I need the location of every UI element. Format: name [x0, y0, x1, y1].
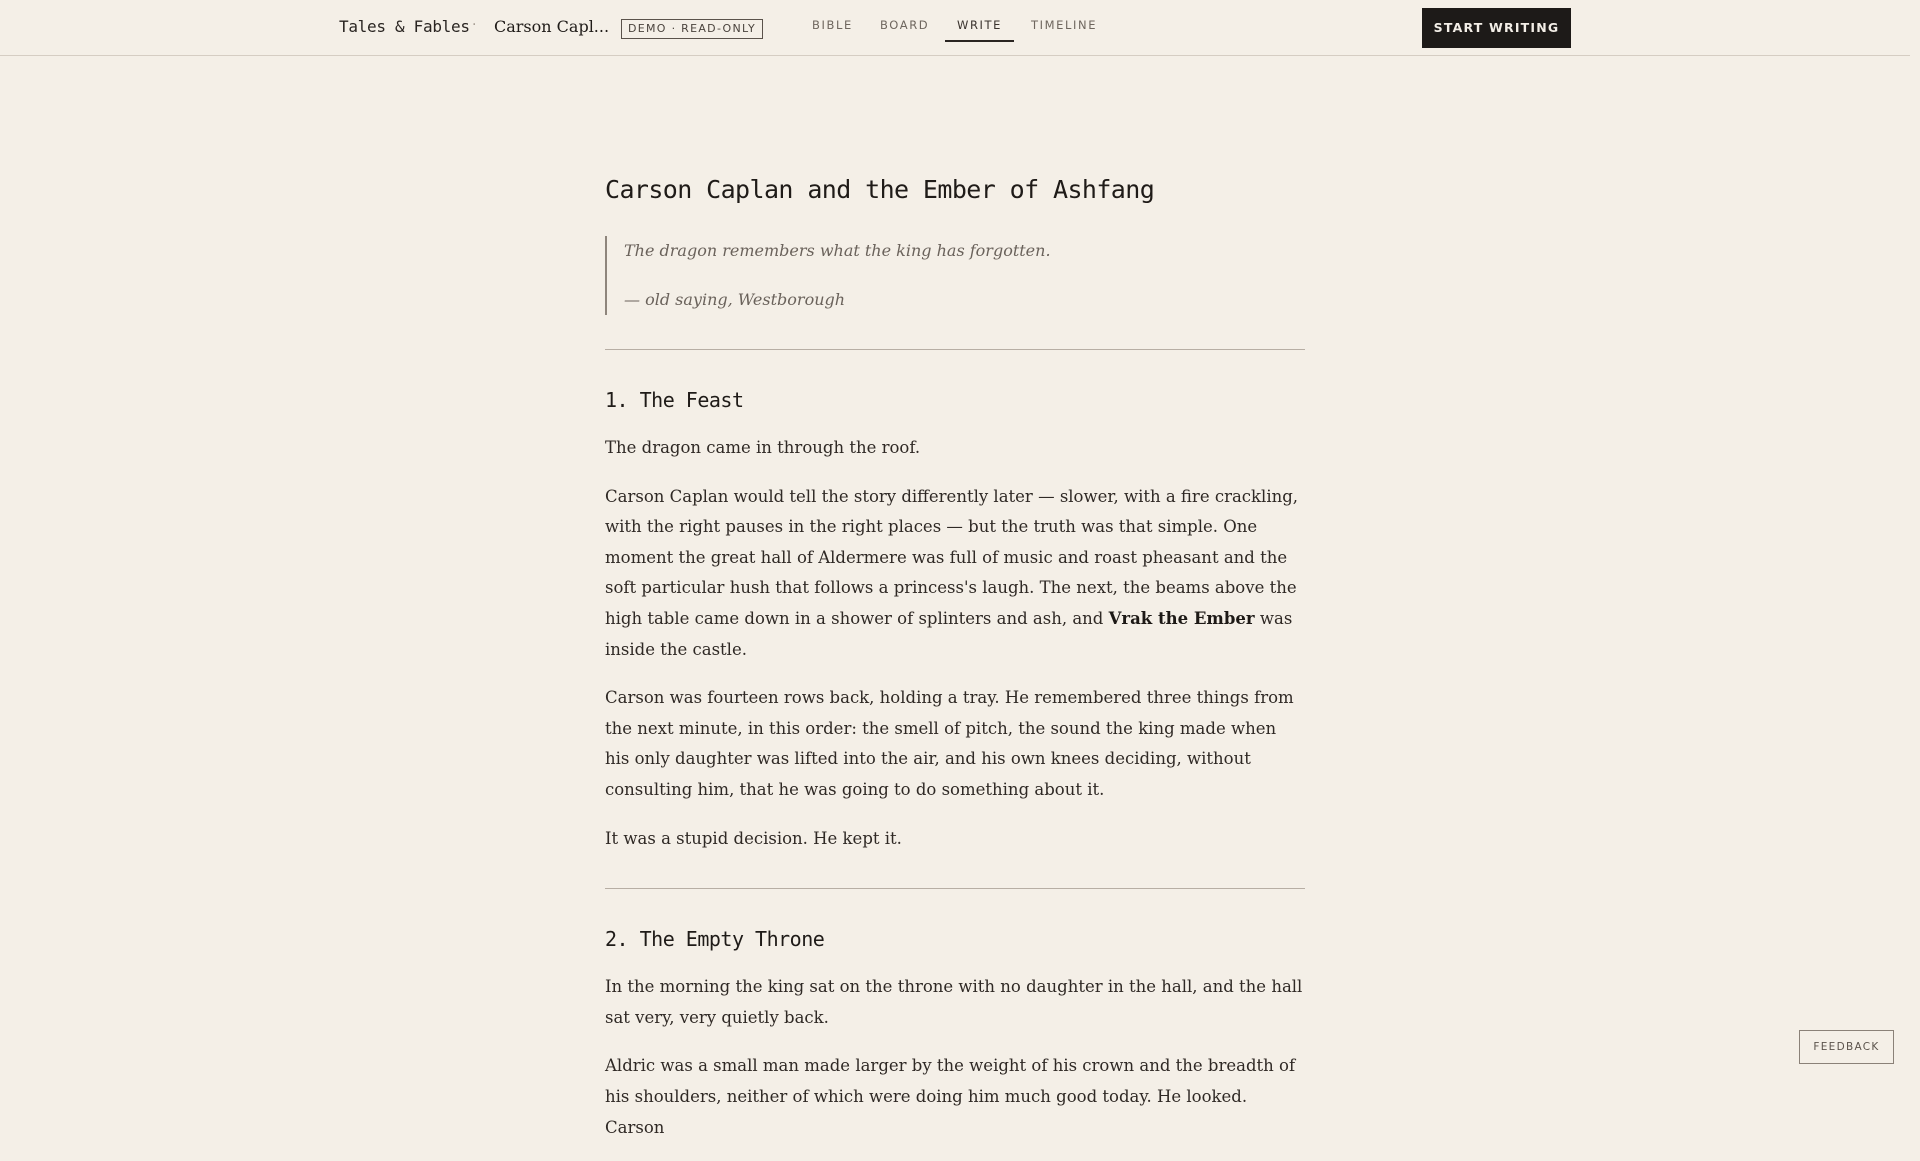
- paragraph: The dragon came in through the roof.: [605, 438, 921, 457]
- tab-bible[interactable]: BIBLE: [812, 18, 853, 32]
- epigraph: [605, 236, 1305, 315]
- paragraph: [605, 482, 1305, 666]
- paragraph: In the morning the king sat on the throne with no daughter in the hall, and the hall sat very, very quietly back.: [605, 977, 1303, 1027]
- document-title: Carson Caplan and the Ember of Ashfang: [605, 175, 1155, 204]
- demo-read-only-badge: DEMO · READ-ONLY: [621, 19, 763, 39]
- breadcrumb-story-title[interactable]: Carson Capl...: [494, 17, 610, 36]
- chapter-2: [605, 924, 1305, 1143]
- section-divider: [605, 888, 1305, 889]
- breadcrumb-separator: ·: [472, 17, 477, 33]
- paragraph-text: was inside the castle.: [605, 608, 1293, 659]
- tab-write[interactable]: WRITE: [957, 18, 1003, 32]
- active-tab-indicator: [945, 40, 1014, 42]
- tab-timeline[interactable]: TIMELINE: [1031, 18, 1098, 32]
- character-name-bold: Vrak the Ember: [1108, 608, 1255, 628]
- brand-logo[interactable]: Tales & Fables: [339, 17, 470, 36]
- section-divider: [605, 349, 1305, 350]
- chapter-heading: 1. The Feast: [605, 388, 744, 412]
- paragraph-text: Carson Caplan would tell the story differently later — slower, with a fire crackling, with the right pauses in the right places — but the truth was that simple. One moment the great hall of Aldermere was full of music and roast pheasant and the soft particular hush that follows a princess's laugh. The next, the beams above the high table came down in a shower of splinters and ash, and: [605, 486, 1299, 628]
- paragraph: Aldric was a small man made larger by the weight of his crown and the breadth of his shoulders, neither of which were doing him much good today. He looked. Carson: [605, 1056, 1296, 1137]
- epigraph-attribution: — old saying, Westborough: [624, 290, 846, 309]
- feedback-button[interactable]: FEEDBACK: [1799, 1030, 1894, 1064]
- top-bar: [0, 0, 1910, 56]
- story-document: [605, 170, 1305, 1161]
- start-writing-button[interactable]: START WRITING: [1422, 8, 1571, 48]
- tab-board[interactable]: BOARD: [880, 18, 930, 32]
- chapter-1: [605, 385, 1305, 854]
- chapter-heading: 2. The Empty Throne: [605, 927, 825, 952]
- paragraph: Carson was fourteen rows back, holding a tray. He remembered three things from the next minute, in this order: the smell of pitch, the sound the king made when his only daughter was lifted into the air, and his own knees deciding, without consulting him, that he was going to do something about it.: [605, 688, 1294, 799]
- paragraph: It was a stupid decision. He kept it.: [605, 828, 902, 848]
- epigraph-quote: The dragon remembers what the king has forgotten.: [624, 241, 1051, 260]
